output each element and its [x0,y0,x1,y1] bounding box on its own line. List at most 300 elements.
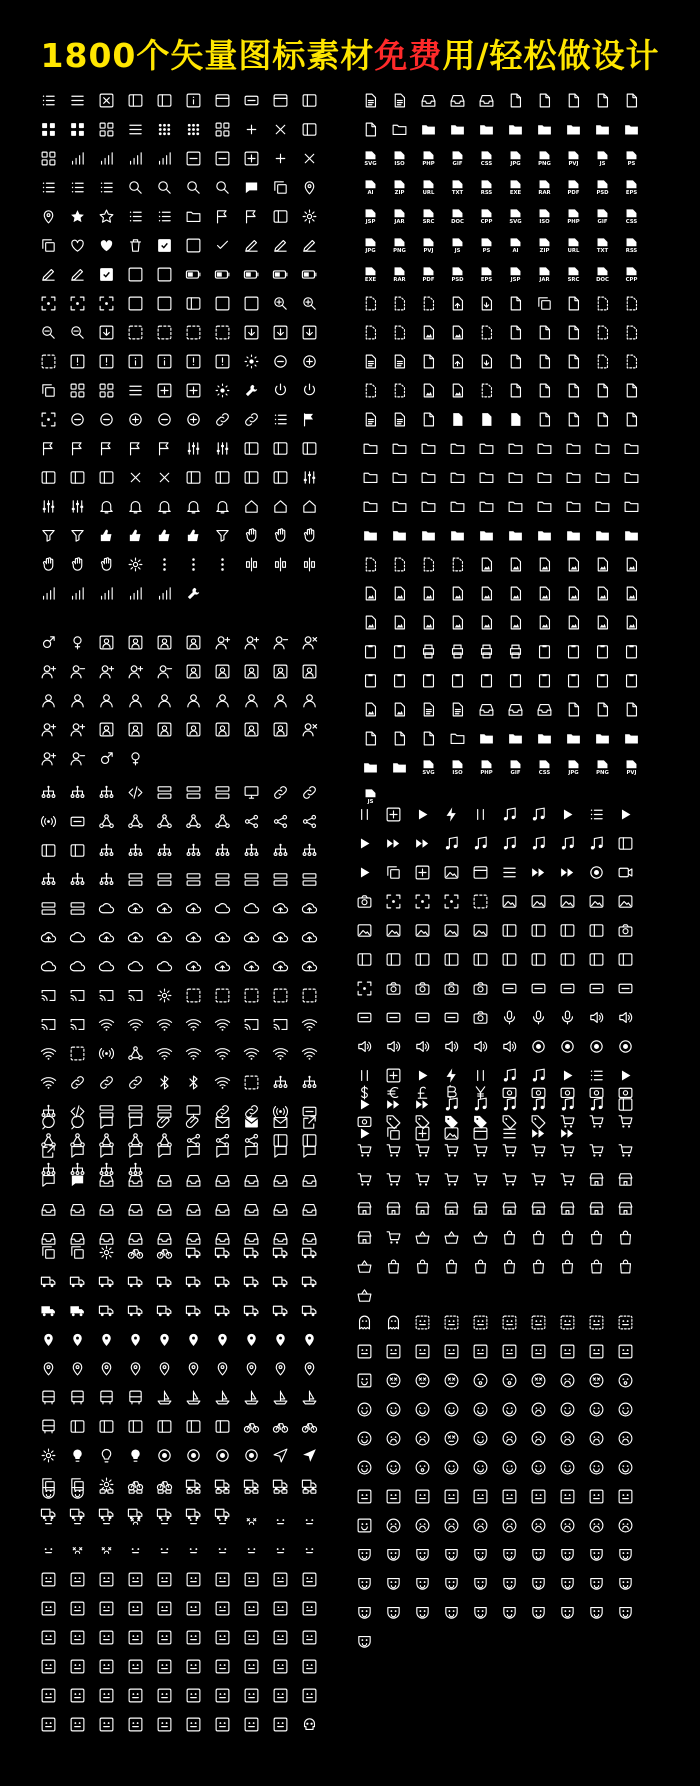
face-dash-icon [179,1565,208,1594]
face-neutral-icon [553,1569,582,1598]
female-icon-icon [63,715,92,744]
goggles-icon [121,1594,150,1623]
face-dashed-icon [437,1308,466,1337]
face-happy-icon [611,1395,640,1424]
ghost-icon [350,1627,379,1656]
user-cross-icon [295,628,324,657]
play-small-icon [553,1003,582,1032]
face-wink-icon [237,1478,266,1507]
grid-4-icon [63,115,92,144]
mask-icon [34,1652,63,1681]
signal-icon [92,289,121,318]
file-php-icon [414,144,443,173]
face-dash-icon [179,1594,208,1623]
file-url-icon [414,173,443,202]
hierarchy-icon [34,836,63,865]
mask-icon [34,1623,63,1652]
stroller-icon [121,1383,150,1412]
table-icon [208,550,237,579]
file-txt-icon [443,289,472,318]
face-small-icon [150,1710,179,1739]
grid-small-icon [34,579,63,608]
user-card-icon [92,715,121,744]
search-icon [121,173,150,202]
wallet-icon [495,1165,524,1194]
truck-icon [179,1238,208,1267]
arrow-icon [34,492,63,521]
file-pdf-icon [559,173,588,202]
mail-icon [208,1137,237,1166]
server-icon [150,836,179,865]
minus-box-icon [179,289,208,318]
svg-text:CPP: CPP [625,276,638,283]
file-exe-icon [501,173,530,202]
money-card-icon [553,1252,582,1281]
network-icon [92,894,121,923]
face-wink-icon [237,1507,266,1536]
link-alt-icon [295,1068,324,1097]
svg-text:PVJ: PVJ [568,160,579,167]
folder-icon [559,695,588,724]
monitor-icon [237,836,266,865]
face-small-icon [150,1652,179,1681]
document-lines-icon [385,550,414,579]
mail-open-icon [237,1195,266,1224]
glasses-icon [92,1536,121,1565]
plus-square-icon [237,289,266,318]
menu-icon [121,260,150,289]
map-alt-icon [63,1267,92,1296]
flow-icon [237,923,266,952]
user-cross-icon [295,686,324,715]
face-small-icon [150,1623,179,1652]
link-icon [266,1068,295,1097]
star-icon [63,347,92,376]
goggles-icon [121,1710,150,1739]
face-dashed-icon [437,1569,466,1598]
paperclip-icon [179,1108,208,1137]
server-icon [150,894,179,923]
connection-icon [92,865,121,894]
server-stack-icon [208,778,237,807]
folder-icon [530,463,559,492]
panel-emoji-right [350,1308,640,1656]
ghost-alt-icon [379,1424,408,1453]
grid-9-icon [150,550,179,579]
map-alt-icon [63,1238,92,1267]
face-wink-icon [237,1681,266,1710]
file-iso-icon [385,376,414,405]
external-link-icon [295,1195,324,1224]
money-card-icon [553,1194,582,1223]
search-icon [179,318,208,347]
wifi-signal-icon [34,865,63,894]
file-pvj-icon [559,144,588,173]
play-small-icon [611,829,640,858]
pause-icon [350,887,379,916]
dollar-icon [350,1194,379,1223]
file-css-icon [472,608,501,637]
steering-icon [92,1441,121,1470]
face-sad-icon [582,1598,611,1627]
map-alt-icon [63,1383,92,1412]
folder-icon [179,202,208,231]
wallet-alt-icon [524,1223,553,1252]
folder-icon [356,463,385,492]
svg-text:SRC: SRC [567,276,580,283]
face-box-icon [266,1623,295,1652]
file-ai-icon [501,231,530,260]
flash-icon [437,974,466,1003]
svg-text:PS: PS [627,160,636,167]
goggles-icon [121,1652,150,1681]
switch-icon [63,923,92,952]
bar-chart-icon [121,579,150,608]
attachment-icon [150,1137,179,1166]
folder-minus-icon [472,347,501,376]
nodes-alt-icon [150,1039,179,1068]
copy-icon [266,173,295,202]
face-small-icon [150,1536,179,1565]
boat-icon [295,1238,324,1267]
face-box-icon [408,1424,437,1453]
goggles-icon [121,1623,150,1652]
face-box-icon [408,1598,437,1627]
list-play-icon [582,829,611,858]
file-jpg-icon [501,492,530,521]
face-cross-icon [208,1681,237,1710]
svg-text:CSS: CSS [480,160,493,167]
window-side-icon [295,550,324,579]
document-icon [356,550,385,579]
user-card-icon [92,744,121,773]
glasses-icon [92,1507,121,1536]
money-icon [582,1252,611,1281]
pause-box-icon [379,1032,408,1061]
bus-icon [237,1325,266,1354]
user-add-icon [208,686,237,715]
face-neutral-icon [553,1395,582,1424]
code-icon-icon [121,894,150,923]
dots-grid-icon [179,550,208,579]
link-icon [266,778,295,807]
face-sad-icon [582,1424,611,1453]
face-smile-icon [524,1395,553,1424]
file-ps-icon [617,608,646,637]
message-icon [121,1195,150,1224]
stroller-icon [121,1267,150,1296]
server-alt-icon [179,1010,208,1039]
ghost-icon [350,1569,379,1598]
face-cross-icon [208,1594,237,1623]
server-alt-icon [179,836,208,865]
yen-icon [466,1078,495,1107]
file-icon [559,318,588,347]
layout-icon [150,86,179,115]
face-small-icon [150,1507,179,1536]
face-dashed-icon [437,1395,466,1424]
play-box-icon [408,829,437,858]
file-eps-icon [617,173,646,202]
goggles-icon [121,1565,150,1594]
user-plus-icon [179,657,208,686]
svg-text:DOC: DOC [451,218,464,225]
inbox-alt-icon [472,434,501,463]
face-dashed-icon [437,1366,466,1395]
face-sad-icon [582,1569,611,1598]
car-icon [266,1296,295,1325]
link-alt-icon [295,778,324,807]
file-png-icon [530,376,559,405]
play-box-icon [408,1003,437,1032]
file-rss-icon [472,289,501,318]
stroller-icon [121,1325,150,1354]
file-icon [559,550,588,579]
share-alt-icon [208,1039,237,1068]
svg-text:PDF: PDF [422,276,435,283]
document-icon [208,231,237,260]
file-psd-icon [588,405,617,434]
list-play-icon [582,1032,611,1061]
svg-text:JSP: JSP [365,218,376,225]
money-icon [582,1194,611,1223]
window-bar-icon [266,86,295,115]
gear-icon [295,347,324,376]
signal-icon [92,579,121,608]
bar-chart-alt-icon [150,144,179,173]
play-small-icon [611,1032,640,1061]
face-sad-icon [582,1308,611,1337]
folder-icon [530,695,559,724]
folder-icon [356,347,385,376]
file-rar-icon [385,260,414,289]
plus-icon [237,260,266,289]
face-smile-icon [524,1453,553,1482]
file-png-icon [588,753,617,782]
link-icon [266,894,295,923]
face-neutral-icon [553,1308,582,1337]
file-cpp-icon [617,260,646,289]
flash-icon [437,1003,466,1032]
pause-icon [350,800,379,829]
dollar-icon [350,1165,379,1194]
svg-text:CSS: CSS [625,218,638,225]
mask-alt-icon [63,1594,92,1623]
face-smile-icon [524,1482,553,1511]
nodes-icon [121,807,150,836]
share-alt-icon [208,807,237,836]
folder-check-icon [501,115,530,144]
file-icon [617,86,646,115]
svg-text:URL: URL [422,189,435,196]
stroller-alt-icon [150,1238,179,1267]
music-notes-icon [524,916,553,945]
face-sad-icon [582,1482,611,1511]
inbox-icon [443,86,472,115]
panel-commerce [350,1078,640,1310]
mask-icon [34,1681,63,1710]
play-small-icon [611,887,640,916]
face-cross-icon [208,1652,237,1681]
face-neutral-icon [553,1337,582,1366]
panel-files [356,86,646,811]
music-note-icon [495,800,524,829]
face-box-icon [266,1565,295,1594]
svg-text:CPP: CPP [480,218,493,225]
file-pdf-icon [559,637,588,666]
file-psd-icon [588,289,617,318]
face-smile-icon [524,1337,553,1366]
bar-chart-icon [121,289,150,318]
face-neutral-icon [553,1366,582,1395]
truck-alt-icon [208,1354,237,1383]
wifi-signal-icon [34,981,63,1010]
pause-small-icon [466,858,495,887]
music-notes-icon [524,887,553,916]
mask-alt-icon [63,1710,92,1739]
file-icon [530,318,559,347]
file-ai-icon [356,173,385,202]
inbox-alt-icon [472,86,501,115]
svg-text:GIF: GIF [452,160,463,167]
user-check-icon [150,628,179,657]
archive-icon [414,86,443,115]
face-box-icon [266,1478,295,1507]
face-box-icon [266,1507,295,1536]
file-pdf-icon [559,405,588,434]
file-pvj-icon [414,231,443,260]
wallet-alt-icon [524,1252,553,1281]
title-part-2-highlight: 免费 [374,36,443,75]
svg-text:DOC: DOC [596,276,609,283]
face-grin-icon [295,1710,324,1739]
document-lines-icon [385,666,414,695]
list-icon [121,492,150,521]
male-icon-icon [34,715,63,744]
face-box-icon [266,1652,295,1681]
female-icon-icon [63,686,92,715]
play-small-icon [553,916,582,945]
play-small-icon [553,974,582,1003]
link-icon [266,836,295,865]
svg-text:JSP: JSP [510,276,521,283]
server-stack-icon [208,1010,237,1039]
face-dash-icon [179,1681,208,1710]
pause-icon [350,1003,379,1032]
flash-icon [437,887,466,916]
play-box-icon [408,1032,437,1061]
stroller-alt-icon [150,1267,179,1296]
svg-text:RSS: RSS [480,189,493,196]
face-box-icon [266,1594,295,1623]
file-psd-icon [588,521,617,550]
file-ps-icon [617,492,646,521]
bar-chart-alt-icon [150,289,179,318]
signal-bars-icon [63,289,92,318]
inbox-icon [443,434,472,463]
pause-icon [350,1032,379,1061]
minus-box-icon [179,579,208,608]
network-icon [92,1068,121,1097]
chat-square-icon [92,1166,121,1195]
mask-alt-icon [63,1623,92,1652]
flag-icon [208,202,237,231]
folder-minus-icon [472,115,501,144]
file-doc-icon [443,202,472,231]
chat-bubble-icon [34,1195,63,1224]
minus-square-icon [208,144,237,173]
pound-icon [408,1165,437,1194]
ghost-alt-icon [379,1598,408,1627]
wifi-signal-icon [34,1039,63,1068]
svg-text:ZIP: ZIP [539,247,550,254]
list-play-icon [582,1003,611,1032]
paperclip-icon [179,1137,208,1166]
flag-icon [208,347,237,376]
map-alt-icon [63,1325,92,1354]
file-rss-icon [617,231,646,260]
file-zip-icon [385,289,414,318]
file-pvj-icon [559,724,588,753]
monitor-icon [237,952,266,981]
face-happy-icon [611,1366,640,1395]
wallet-icon [495,1252,524,1281]
window-side-icon [295,405,324,434]
pause-icon [350,858,379,887]
file-php-icon [414,724,443,753]
flash-icon [437,829,466,858]
svg-text:PNG: PNG [538,160,551,167]
minus-square-icon [208,289,237,318]
branch-icon [63,836,92,865]
close-box-icon [92,376,121,405]
face-box-icon [266,1710,295,1739]
stroller-alt-icon [150,1383,179,1412]
connection-icon [92,1039,121,1068]
list-icon [34,231,63,260]
grid-outline-icon [92,550,121,579]
goggles-icon [121,1507,150,1536]
play-box-icon [408,800,437,829]
user-remove-icon [121,715,150,744]
user-cross-icon [295,657,324,686]
face-dots-icon [495,1424,524,1453]
glasses-icon [92,1681,121,1710]
mask-icon [34,1478,63,1507]
file-svg-icon [356,608,385,637]
wallet-alt-icon [524,1136,553,1165]
ghost-icon [350,1337,379,1366]
folder-check-icon [501,463,530,492]
sidebar-icon [121,86,150,115]
monitor-icon [237,1068,266,1097]
face-sad-icon [582,1395,611,1424]
face-cross-icon [466,1482,495,1511]
share-icon [179,1039,208,1068]
svg-text:CSS: CSS [538,769,551,776]
face-grin-icon [295,1536,324,1565]
glasses-icon [92,1565,121,1594]
user-check-icon [150,686,179,715]
truck-icon [179,1267,208,1296]
face-dash-icon [179,1710,208,1739]
pause-small-icon [466,887,495,916]
euro-icon [379,1107,408,1136]
svg-text:RAR: RAR [393,276,406,283]
share-icon [179,923,208,952]
folder-open-icon [385,695,414,724]
face-cross-icon [466,1395,495,1424]
